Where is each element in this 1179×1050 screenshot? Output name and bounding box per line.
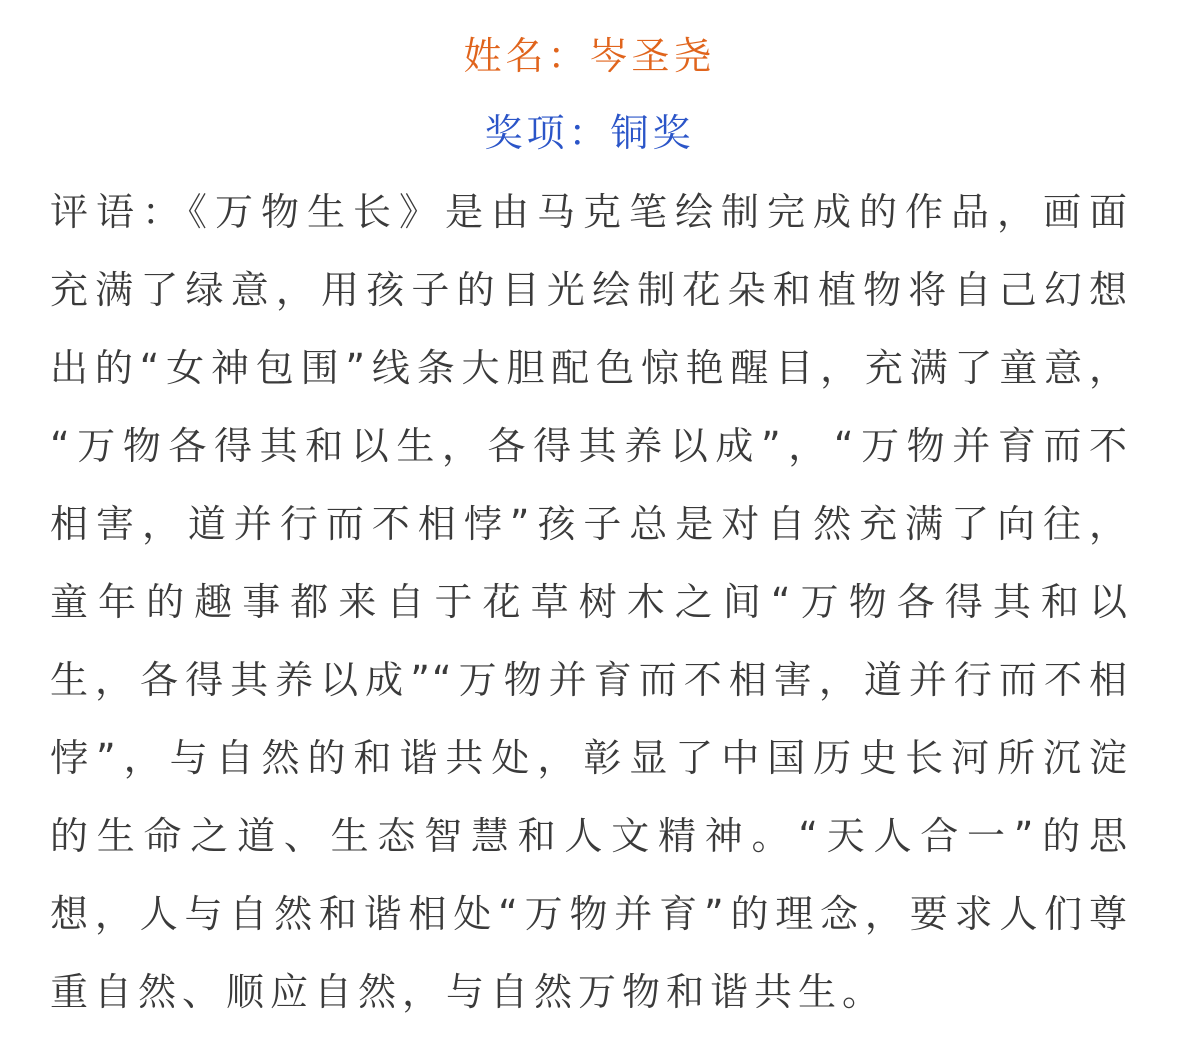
comment-line: 想，人与自然和谐相处“万物并育”的理念，要求人们尊 [50,892,1129,936]
comment-line: “万物各得其和以生，各得其养以成”，“万物并育而不 [50,424,1129,468]
entrant-name: 姓名：岑圣尧 [463,34,716,78]
comment-line: 重自然、顺应自然，与自然万物和谐共生。 [50,970,887,1014]
award-level: 奖项：铜奖 [484,111,695,155]
comment-line: 悖”，与自然的和谐共处，彰显了中国历史长河所沉淀 [50,736,1129,780]
comment-line: 童年的趣事都来自于花草树木之间“万物各得其和以 [50,580,1129,624]
comment-line: 评语：《万物生长》是由马克笔绘制完成的作品，画面 [50,190,1129,234]
comment-line: 生，各得其养以成”“万物并育而不相害，道并行而不相 [50,658,1129,702]
judge-comment [50,173,1129,1031]
comment-line: 相害，道并行而不相悖”孩子总是对自然充满了向往， [50,502,1129,546]
comment-line: 的生命之道、生态智慧和人文精神。“天人合一”的思 [50,814,1129,858]
comment-line: 出的“女神包围”线条大胆配色惊艳醒目，充满了童意， [50,346,1129,390]
comment-line: 充满了绿意，用孩子的目光绘制花朵和植物将自己幻想 [50,268,1129,312]
